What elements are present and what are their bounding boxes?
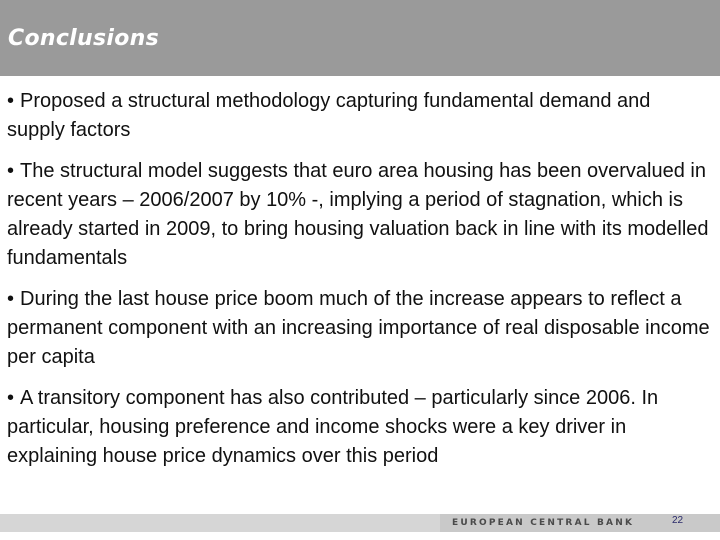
footer-organization: EUROPEAN CENTRAL BANK xyxy=(452,518,635,528)
bullet-list xyxy=(7,87,713,483)
title-bar xyxy=(0,0,720,76)
bullet-text: The structural model suggests that euro area housing has been overvalued in recent years – 2006/2007 by 10% -, implying a period of stagnation, which is already started in 2009, to bring housing valuation back in line with its modelled fundamentals xyxy=(7,160,709,269)
bullet-text: During the last house price boom much of the increase appears to reflect a permanent component with an increasing importance of real disposable income per capita xyxy=(7,288,710,368)
slide-title: Conclusions xyxy=(8,26,159,51)
bullet-text: Proposed a structural methodology capturing fundamental demand and supply factors xyxy=(7,90,651,141)
bullet-item xyxy=(7,157,713,273)
bullet-icon: • xyxy=(7,387,15,409)
bullet-text: A transitory component has also contributed – particularly since 2006. In particular, housing preference and income shocks were a key driver in explaining house price dynamics over this period xyxy=(7,387,659,467)
bullet-item xyxy=(7,384,713,471)
page-number: 22 xyxy=(672,515,684,526)
bullet-item xyxy=(7,87,713,145)
bullet-icon: • xyxy=(7,160,15,182)
bullet-icon: • xyxy=(7,90,15,112)
bullet-icon: • xyxy=(7,288,15,310)
bullet-item xyxy=(7,285,713,372)
